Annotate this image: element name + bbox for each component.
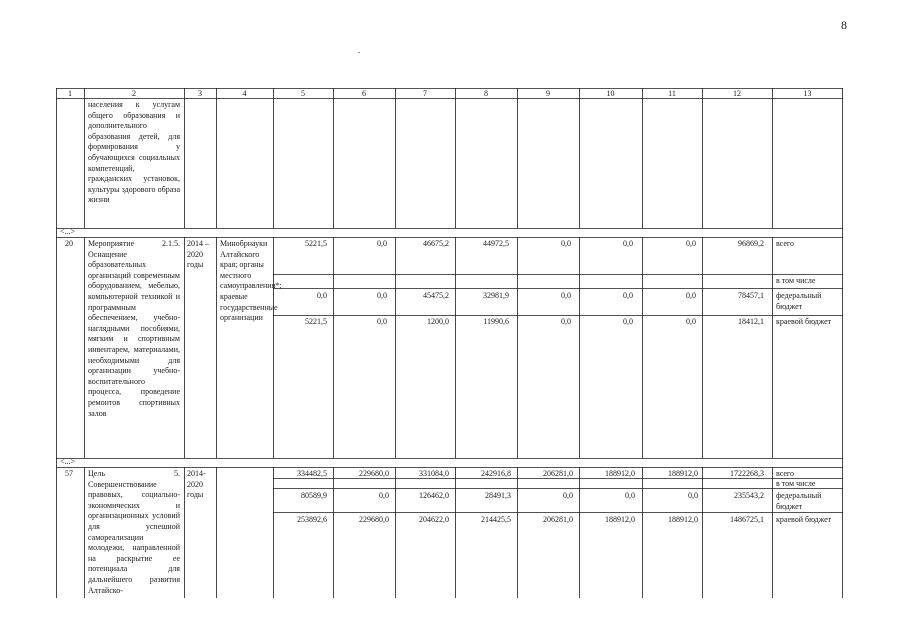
row-20-regional-2016: 1200,0 (427, 317, 449, 326)
row-20-total-2020: 0,0 (686, 239, 696, 248)
row-20-source-total: всего (776, 239, 795, 248)
scan-speck (358, 52, 360, 53)
row-20-federal-2020: 0,0 (686, 291, 696, 300)
row-57-federal-2014: 80589,9 (301, 491, 327, 500)
row-57-regional-2018: 206281,0 (543, 515, 573, 524)
row-20-period: 2014 – 2020 годы (187, 239, 209, 270)
header-col-12: 12 (733, 89, 741, 98)
row-20-total-2014: 5221,5 (305, 239, 327, 248)
row-20-source-including: в том числе (776, 276, 816, 285)
header-col-6: 6 (362, 89, 366, 98)
row-57-source-including: в том числе (776, 479, 816, 488)
header-col-3: 3 (198, 89, 202, 98)
row-20-total-2018: 0,0 (561, 239, 571, 248)
header-col-8: 8 (484, 89, 488, 98)
row-20-source-federal: федеральный бюджет (776, 291, 822, 311)
row-57-regional-sum: 1486725,1 (730, 515, 764, 524)
header-col-1: 1 (68, 89, 72, 98)
row-57-source-total: всего (776, 469, 795, 478)
header-col-4: 4 (242, 89, 247, 98)
row-20-total-2015: 0,0 (377, 239, 387, 248)
row-57-federal-2019: 0,0 (625, 491, 635, 500)
header-col-9: 9 (546, 89, 550, 98)
page-number: 8 (841, 18, 847, 32)
row-57-regional-2016: 204622,0 (419, 515, 449, 524)
row-57-total-2014: 334482,5 (297, 469, 327, 478)
row-57-total-2016: 331084,0 (419, 469, 449, 478)
row-separator-ellipsis-2: <...> (60, 457, 76, 466)
header-col-2: 2 (132, 89, 136, 98)
row-57-federal-2018: 0,0 (563, 491, 573, 500)
row-20-regional-sum: 18412,1 (738, 317, 764, 326)
row-57-federal-2020: 0,0 (688, 491, 698, 500)
row-20-regional-2019: 0,0 (623, 317, 633, 326)
row-57-total-2019: 188912,0 (605, 469, 635, 478)
row-20-regional-2017: 11990,6 (483, 317, 509, 326)
row-57-source-federal: федеральный бюджет (776, 491, 822, 511)
row-57-period: 2014-2020 годы (187, 469, 206, 500)
budget-table (56, 88, 843, 598)
row-20-description: Мероприятие 2.1.5. Оснащение образовательных организаций современным оборудованием, мебелью, компьютерной техникой и программным обеспечением, учебно-наглядными пособиями, мягким и спортивным инвентарем, материалами, необходимыми для организации учебно-воспитательного процесса, проведение ремонтов спортивных залов (88, 239, 180, 418)
row-57-total-2020: 188912,0 (668, 469, 698, 478)
continued-row-description: населения к услугам общего образования и дополнительного образования детей, для формирования у обучающихся социальных компетенций, гражданских установок, культуры здорового образа жизни (88, 100, 180, 205)
header-col-13: 13 (803, 89, 812, 98)
row-57-regional-2017: 214425,5 (481, 515, 511, 524)
header-col-7: 7 (423, 89, 427, 98)
row-separator-ellipsis: <...> (60, 227, 76, 236)
row-20-regional-2015: 0,0 (377, 317, 387, 326)
row-57-total-2017: 242916,8 (481, 469, 511, 478)
row-57-total-2015: 229680,0 (359, 469, 389, 478)
row-20-federal-2018: 0,0 (561, 291, 571, 300)
row-57-regional-2014: 253892,6 (297, 515, 327, 524)
row-57-number: 57 (65, 469, 73, 478)
row-20-regional-2020: 0,0 (686, 317, 696, 326)
row-57-federal-2016: 126462,0 (419, 491, 449, 500)
header-col-5: 5 (301, 89, 305, 98)
row-57-description: Цель 5. Совершенствование правовых, социально-экономических и организационных условий для успешной самореализации молодежи, направленной на раскрытие ее потенциала для дальнейшего развития Алтайско- (88, 469, 180, 595)
row-57-total-2018: 206281,0 (543, 469, 573, 478)
row-57-regional-2020: 188912,0 (668, 515, 698, 524)
row-57-federal-2015: 0,0 (379, 491, 389, 500)
row-20-total-sum: 96869,2 (738, 239, 764, 248)
row-57-total-sum: 1722268,3 (730, 469, 764, 478)
header-col-11: 11 (668, 89, 676, 98)
row-20-federal-sum: 78457,1 (738, 291, 764, 300)
row-57-source-regional: краевой бюджет (776, 515, 832, 524)
row-20-number: 20 (65, 239, 73, 248)
row-20-federal-2015: 0,0 (377, 291, 387, 300)
row-20-regional-2014: 5221,5 (305, 317, 327, 326)
row-20-federal-2016: 45475,2 (423, 291, 449, 300)
row-20-federal-2019: 0,0 (623, 291, 633, 300)
row-20-total-2016: 46675,2 (423, 239, 449, 248)
row-57-regional-2015: 229680,0 (359, 515, 389, 524)
row-20-source-regional: краевой бюджет (776, 317, 832, 326)
header-col-10: 10 (606, 89, 615, 98)
row-57-federal-sum: 235543,2 (734, 491, 764, 500)
row-20-total-2019: 0,0 (623, 239, 633, 248)
row-20-federal-2017: 32981,9 (483, 291, 509, 300)
row-20-executor: Минобрнауки Алтайского края; органы местного самоуправления*; краевые государственные организации (220, 239, 282, 323)
row-20-regional-2018: 0,0 (561, 317, 571, 326)
row-57-federal-2017: 28491,3 (485, 491, 511, 500)
row-57-regional-2019: 188912,0 (605, 515, 635, 524)
row-20-federal-2014: 0,0 (317, 291, 327, 300)
row-20-total-2017: 44972,5 (483, 239, 509, 248)
